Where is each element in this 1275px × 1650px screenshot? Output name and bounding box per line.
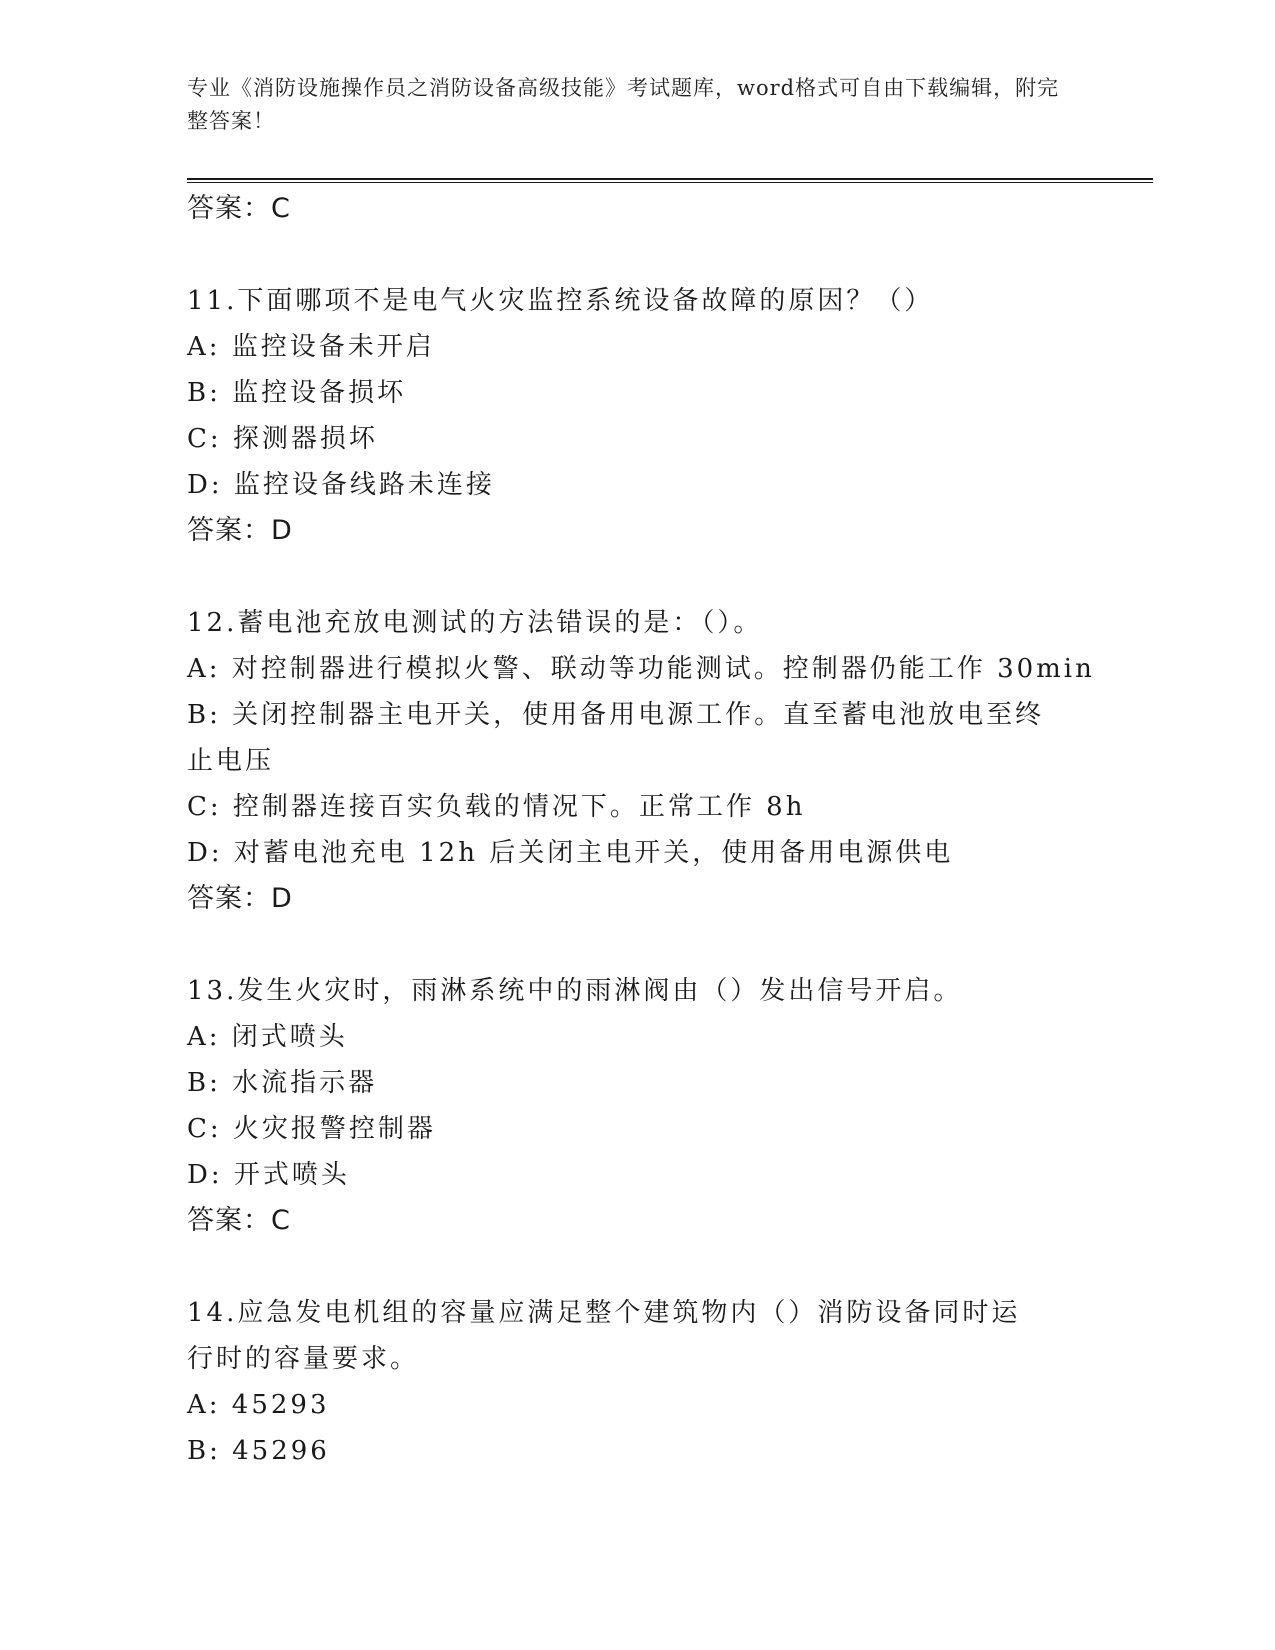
question-stem: 12.蓄电池充放电测试的方法错误的是：（）。 [187, 608, 763, 638]
question-stem: 13.发生火灾时，雨淋系统中的雨淋阀由（）发出信号开启。 [187, 976, 963, 1006]
question-11 [187, 278, 1087, 554]
option-d: D: 对蓄电池充电 12h 后关闭主电开关，使用备用电源供电 [187, 838, 954, 868]
question-stem: 11.下面哪项不是电气火灾监控系统设备故障的原因？（） [187, 286, 934, 316]
option-d: D: 开式喷头 [187, 1160, 350, 1190]
answer-line: 答案：D [187, 883, 293, 914]
option-a: A: 45293 [187, 1390, 330, 1420]
spacer [187, 922, 1087, 968]
question-stem: 14.应急发电机组的容量应满足整个建筑物内（）消防设备同时运行时的容量要求。 [187, 1298, 1021, 1374]
option-c: C: 探测器损坏 [187, 424, 378, 454]
header-divider-thin [187, 182, 1153, 183]
header-divider-thick [187, 178, 1153, 180]
question-12 [187, 600, 1095, 922]
document-header: 专业《消防设施操作员之消防设备高级技能》考试题库，word格式可自由下载编辑，附完整答案！ [187, 76, 1060, 133]
option-b: B: 关闭控制器主电开关，使用备用电源工作。直至蓄电池放电至终止电压 [187, 700, 1045, 776]
question-14 [187, 1290, 1087, 1474]
option-d: D: 监控设备线路未连接 [187, 470, 495, 500]
spacer [187, 1244, 1087, 1290]
spacer [187, 554, 1087, 600]
option-c: C: 火灾报警控制器 [187, 1114, 436, 1144]
option-b: B: 监控设备损坏 [187, 378, 407, 408]
answer-line: 答案：C [187, 1205, 291, 1236]
question-list [187, 186, 1095, 1474]
answer-line: 答案：C [187, 193, 291, 224]
answer-line: 答案：D [187, 515, 293, 546]
spacer [187, 232, 1087, 278]
option-a: A: 对控制器进行模拟火警、联动等功能测试。控制器仍能工作 30min [187, 654, 1095, 684]
option-c: C: 控制器连接百实负载的情况下。正常工作 8h [187, 792, 806, 822]
option-b: B: 水流指示器 [187, 1068, 378, 1098]
question-13 [187, 968, 1087, 1244]
option-a: A: 闭式喷头 [187, 1022, 348, 1052]
option-a: A: 监控设备未开启 [187, 332, 435, 362]
option-b: B: 45296 [187, 1436, 330, 1466]
